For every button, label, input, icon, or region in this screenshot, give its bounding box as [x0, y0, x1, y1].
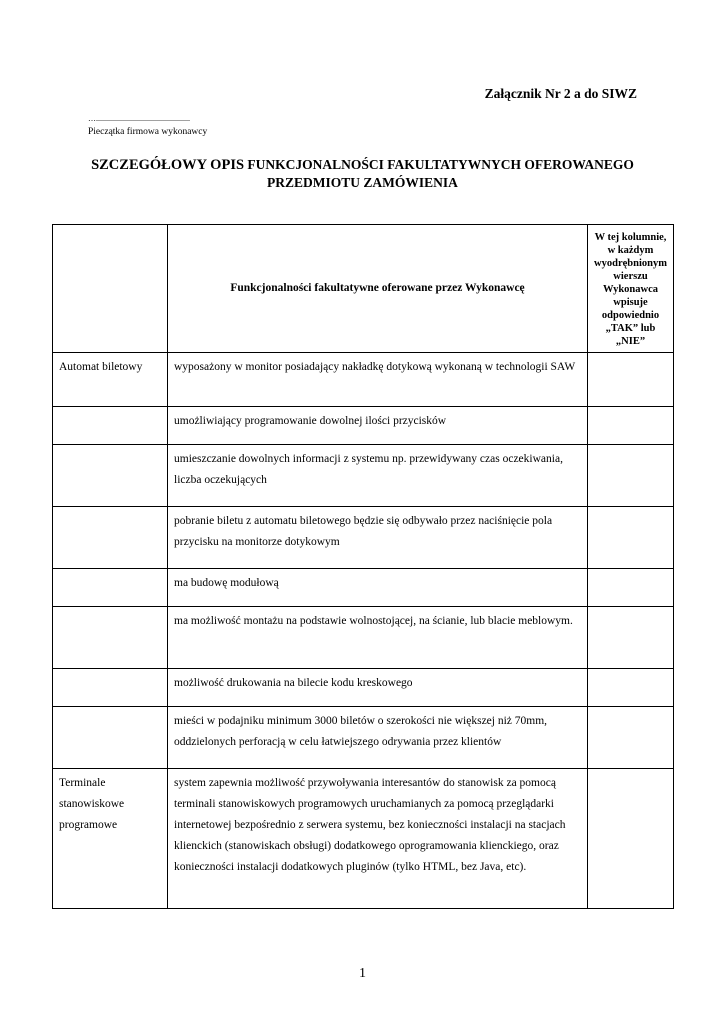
yes-no-answer-cell[interactable] [588, 707, 674, 769]
header-category-cell [53, 225, 168, 353]
annex-label: Załącznik Nr 2 a do SIWZ [484, 86, 637, 101]
table-row [53, 353, 674, 407]
table-row [53, 445, 674, 507]
yes-no-answer-cell[interactable] [588, 607, 674, 669]
functionality-table [52, 224, 674, 909]
category-cell: Automat biletowy [53, 353, 168, 407]
functionality-cell: mieści w podajniku minimum 3000 biletów o szerokości nie większej niż 70mm, oddzielonych perforacją w celu łatwiejszego odrywania przez klientów [168, 707, 588, 769]
functionality-cell: umieszczanie dowolnych informacji z systemu np. przewidywany czas oczekiwania, liczba oczekujących [168, 445, 588, 507]
functionality-cell: ma budowę modułową [168, 569, 588, 607]
functionality-cell: system zapewnia możliwość przywoływania interesantów do stanowisk za pomocą terminali stanowiskowych programowych uruchamianych za pomocą przeglądarki internetowej bezpośrednio z serwera systemu, bez konieczności instalacji na stacjach klienckich (stanowiskach obsługi) dodatkowego oprogramowania klienckiego, oraz konieczności instalacji dodatkowych pluginów (tylko HTML, bez Java, etc). [168, 769, 588, 909]
category-cell [53, 569, 168, 607]
functionality-cell: pobranie biletu z automatu biletowego będzie się odbywało przez naciśnięcie pola przycisku na monitorze dotykowym [168, 507, 588, 569]
yes-no-answer-cell[interactable] [588, 445, 674, 507]
table-row [53, 669, 674, 707]
table-row [53, 607, 674, 669]
yes-no-answer-cell[interactable] [588, 407, 674, 445]
category-cell [53, 707, 168, 769]
page-number: 1 [359, 966, 366, 981]
title-line1-rest: FUNKCJONALNOŚCI FAKULTATYWNYCH OFEROWANEGO [247, 157, 634, 172]
yes-no-answer-cell[interactable] [588, 769, 674, 909]
title-line2: PRZEDMIOTU ZAMÓWIENIA [267, 175, 458, 190]
yes-no-answer-cell[interactable] [588, 507, 674, 569]
header-functionality-cell: Funkcjonalności fakultatywne oferowane przez Wykonawcę [168, 225, 588, 353]
category-cell [53, 669, 168, 707]
table-row [53, 569, 674, 607]
stamp-dotted-line: …............................................... [88, 114, 190, 123]
yes-no-answer-cell[interactable] [588, 353, 674, 407]
table-row [53, 769, 674, 909]
yes-no-answer-cell[interactable] [588, 669, 674, 707]
table-row [53, 507, 674, 569]
yes-no-answer-cell[interactable] [588, 569, 674, 607]
table-header-row [53, 225, 674, 353]
functionality-cell: umożliwiający programowanie dowolnej ilości przycisków [168, 407, 588, 445]
functionality-cell: możliwość drukowania na bilecie kodu kreskowego [168, 669, 588, 707]
header-yes-no-cell: W tej kolumnie, w każdym wyodrębnionym wierszu Wykonawca wpisuje odpowiednio „TAK” lub „NIE” [588, 225, 674, 353]
category-cell [53, 507, 168, 569]
table-row [53, 707, 674, 769]
functionality-cell: wyposażony w monitor posiadający nakładkę dotykową wykonaną w technologii SAW [168, 353, 588, 407]
category-cell [53, 445, 168, 507]
category-cell [53, 607, 168, 669]
stamp-label: Pieczątka firmowa wykonawcy [88, 127, 208, 137]
category-cell [53, 407, 168, 445]
functionality-cell: ma możliwość montażu na podstawie wolnostojącej, na ścianie, lub blacie meblowym. [168, 607, 588, 669]
title-lead: SZCZEGÓŁOWY OPIS [91, 157, 245, 173]
table-row [53, 407, 674, 445]
document-title [52, 156, 673, 191]
category-cell: Terminale stanowiskowe programowe [53, 769, 168, 909]
